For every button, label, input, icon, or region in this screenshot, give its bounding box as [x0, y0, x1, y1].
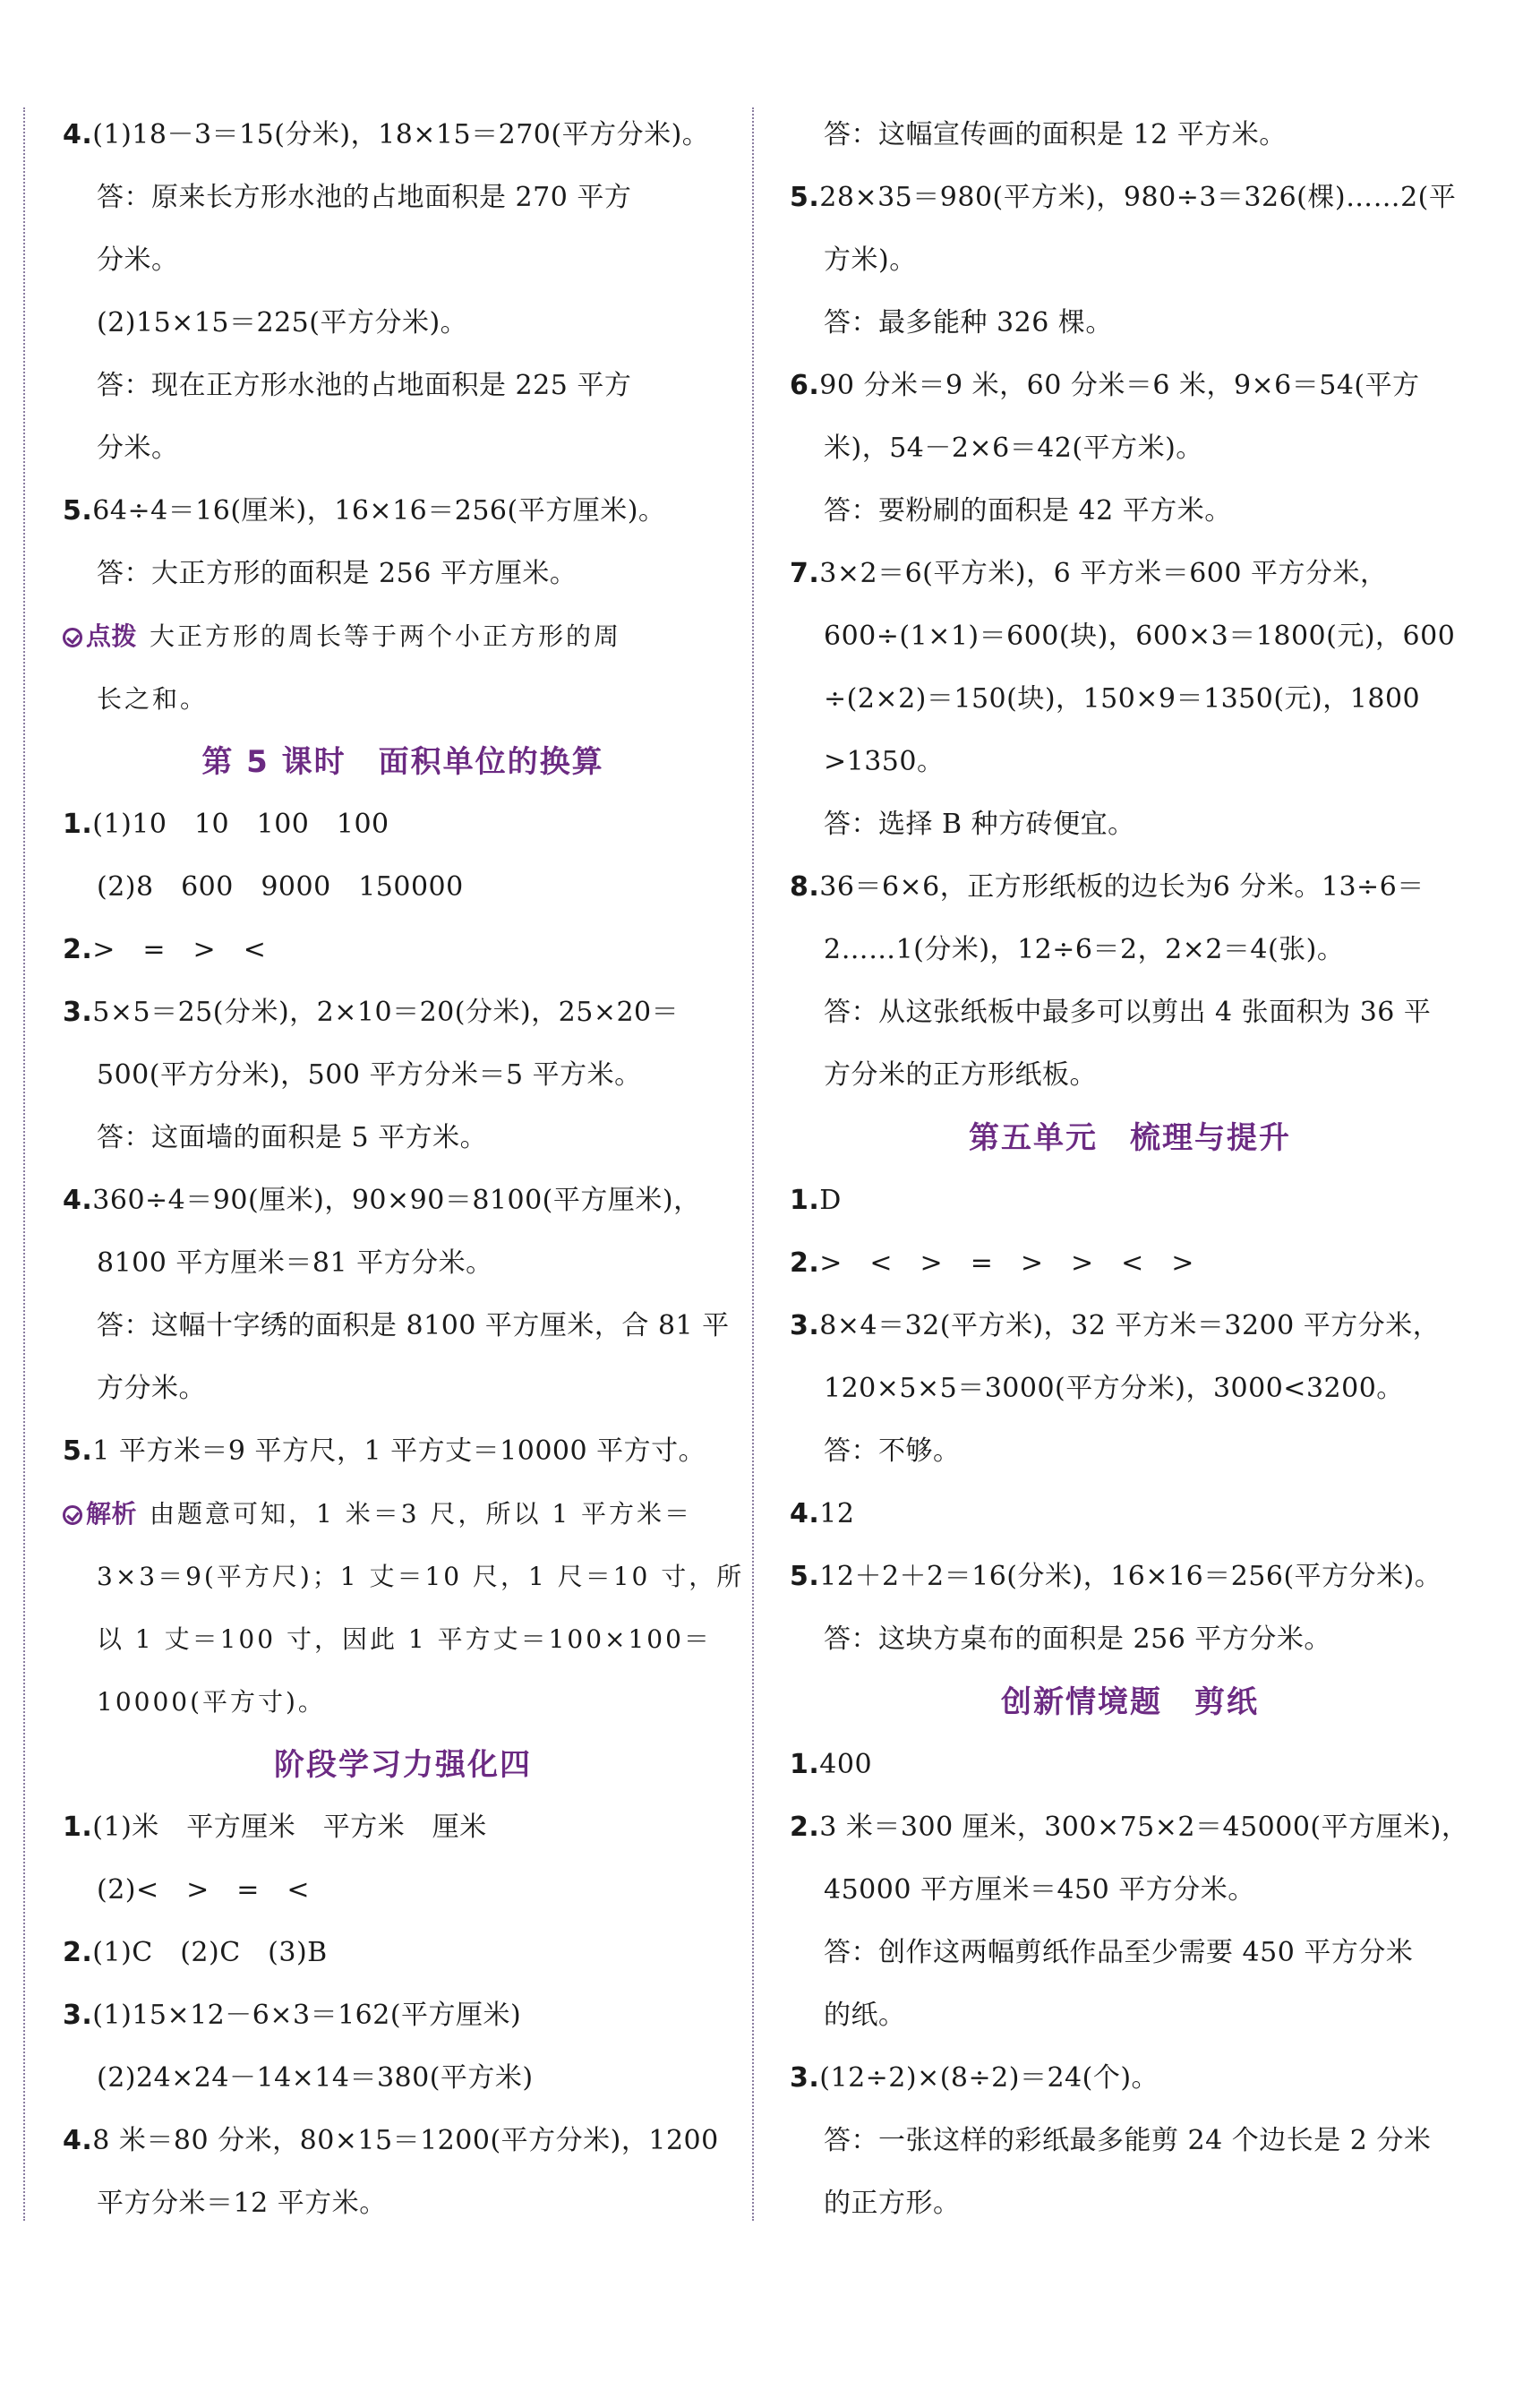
question-number: 5.: [63, 495, 93, 527]
analysis-label: [63, 1483, 137, 1546]
answer-line: [63, 919, 743, 981]
answer-line: (2)< > = <: [97, 1874, 311, 1906]
analysis-line: [63, 1483, 743, 1546]
answer-line: 500(平方分米)，500 平方分米＝5 平方米。: [97, 1059, 642, 1091]
answer-line: 分米。: [97, 244, 179, 276]
answer-text: 36＝6×6，正方形纸板的边长为6 分米。13÷6＝: [819, 871, 1424, 903]
question-number: 4.: [63, 1185, 93, 1216]
answer-line: 答：创作这两幅剪纸作品至少需要 450 平方分米: [824, 1937, 1414, 1968]
answer-line: [63, 1922, 743, 1984]
question-number: 2.: [63, 1937, 93, 1968]
answer-text: 5×5＝25(分米)，2×10＝20(分米)，25×20＝: [92, 997, 680, 1028]
tip-label: [63, 605, 137, 668]
answer-line: [790, 856, 1470, 919]
question-number: 3.: [63, 997, 93, 1028]
question-number: 5.: [63, 1435, 93, 1467]
check-circle-icon: [63, 628, 82, 647]
answer-line: 答：现在正方形水池的占地面积是 225 平方: [97, 370, 632, 401]
answer-text: 90 分米＝9 米，60 分米＝6 米，9×6＝54(平方: [819, 370, 1420, 401]
check-circle-icon: [63, 1505, 82, 1525]
answer-line: 答：最多能种 326 棵。: [824, 307, 1113, 338]
answer-line: [63, 793, 743, 856]
question-number: 4.: [63, 119, 93, 150]
left-margin-rule: [23, 107, 25, 2221]
answer-line: [63, 981, 743, 1044]
answer-line: [790, 2047, 1470, 2110]
section-heading: 创新情境题 剪纸: [1001, 1684, 1259, 1720]
tip-text: 大正方形的周长等于两个小正方形的周: [150, 621, 622, 651]
question-number: 3.: [790, 2062, 820, 2094]
answer-line: [63, 1169, 743, 1232]
answer-line: 米)，54－2×6＝42(平方米)。: [824, 433, 1203, 464]
answer-text: 12＋2＋2＝16(分米)，16×16＝256(平方分米)。: [819, 1561, 1442, 1592]
answer-line: 答：不够。: [824, 1435, 961, 1467]
answer-text: 360÷4＝90(厘米)，90×90＝8100(平方厘米)，: [92, 1185, 701, 1216]
answer-text: 1 平方米＝9 平方尺，1 平方丈＝10000 平方寸。: [92, 1435, 706, 1467]
answer-line: 600÷(1×1)＝600(块)，600×3＝1800(元)，600: [824, 621, 1456, 652]
answer-text: (12÷2)×(8÷2)＝24(个)。: [819, 2062, 1159, 2094]
tip-line: [63, 605, 743, 668]
answer-line: [790, 543, 1470, 605]
answer-line: [790, 1169, 1470, 1232]
answer-text: (1)10 10 100 100: [92, 809, 389, 840]
answer-line: 45000 平方厘米＝450 平方分米。: [824, 1874, 1255, 1906]
answer-text: 8×4＝32(平方米)，32 平方米＝3200 平方分米，: [819, 1310, 1441, 1341]
column-divider: [752, 107, 754, 2221]
analysis-text: 由题意可知，1 米＝3 尺，所以 1 平方米＝: [150, 1499, 693, 1529]
answer-line: 方米)。: [824, 244, 917, 276]
answer-line: [63, 480, 743, 543]
answer-line: >1350。: [824, 746, 945, 777]
answer-text: > < > = > > < >: [819, 1247, 1194, 1279]
answer-line: 答：这幅十字绣的面积是 8100 平方厘米，合 81 平: [97, 1310, 730, 1341]
question-number: 1.: [63, 809, 93, 840]
answer-text: 3 米＝300 厘米，300×75×2＝45000(平方厘米)，: [819, 1812, 1469, 1843]
answer-text: (1)米 平方厘米 平方米 厘米: [92, 1812, 487, 1843]
answer-line: [790, 1796, 1470, 1859]
answer-line: [63, 1984, 743, 2047]
answer-line: [63, 1420, 743, 1483]
answer-line: 8100 平方厘米＝81 平方分米。: [97, 1247, 493, 1279]
question-number: 5.: [790, 182, 820, 213]
question-number: 8.: [790, 871, 820, 903]
answer-text: (1)C (2)C (3)B: [92, 1937, 328, 1968]
answer-line: (2)8 600 9000 150000: [97, 871, 464, 903]
answer-text: 12: [819, 1498, 855, 1529]
answer-line: 分米。: [97, 433, 179, 464]
answer-line: [790, 167, 1470, 229]
question-number: 4.: [790, 1498, 820, 1529]
answer-line: 答：这幅宣传画的面积是 12 平方米。: [824, 119, 1287, 150]
answer-line: [790, 1546, 1470, 1608]
question-number: 5.: [790, 1561, 820, 1592]
answer-text: (1)18－3＝15(分米)，18×15＝270(平方分米)。: [92, 119, 710, 150]
answer-text: 64÷4＝16(厘米)，16×16＝256(平方厘米)。: [92, 495, 666, 527]
answer-line: [790, 1232, 1470, 1295]
answer-line: [790, 1295, 1470, 1358]
question-number: 3.: [790, 1310, 820, 1341]
answer-line: 平方分米＝12 平方米。: [97, 2188, 387, 2219]
answer-line: 方分米。: [97, 1373, 206, 1404]
answer-line: [790, 1734, 1470, 1796]
question-number: 1.: [63, 1812, 93, 1843]
answer-line: 答：这面墙的面积是 5 平方米。: [97, 1122, 488, 1153]
question-number: 2.: [63, 934, 93, 965]
tip-line: 长之和。: [97, 684, 209, 714]
question-number: 1.: [790, 1185, 820, 1216]
question-number: 1.: [790, 1749, 820, 1780]
question-number: 3.: [63, 2000, 93, 2031]
section-heading: 第五单元 梳理与提升: [969, 1120, 1291, 1156]
answer-line: [63, 104, 743, 167]
answer-text: 400: [819, 1749, 873, 1780]
question-number: 2.: [790, 1812, 820, 1843]
answer-line: 的正方形。: [824, 2188, 961, 2219]
answer-line: 答：大正方形的面积是 256 平方厘米。: [97, 558, 578, 589]
answer-line: 方分米的正方形纸板。: [824, 1059, 1097, 1091]
answer-line: 的纸。: [824, 2000, 906, 2031]
analysis-label-text: 解析: [86, 1499, 138, 1529]
answer-line: 答：从这张纸板中最多可以剪出 4 张面积为 36 平: [824, 997, 1432, 1028]
left-column: [63, 104, 743, 2235]
answer-text: 28×35＝980(平方米)，980÷3＝326(棵)……2(平: [819, 182, 1457, 213]
answer-line: (2)15×15＝225(平方分米)。: [97, 307, 468, 338]
answer-line: 答：选择 B 种方砖便宜。: [824, 809, 1135, 840]
analysis-line: 3×3＝9(平方尺)；1 丈＝10 尺，1 尺＝10 寸，所: [97, 1562, 745, 1591]
answer-line: 120×5×5＝3000(平方分米)，3000<3200。: [824, 1373, 1404, 1404]
answer-line: 答：这块方桌布的面积是 256 平方分米。: [824, 1623, 1331, 1655]
answer-line: 2……1(分米)，12÷6＝2，2×2＝4(张)。: [824, 934, 1345, 965]
answer-line: (2)24×24－14×14＝380(平方米): [97, 2062, 534, 2094]
answer-line: [63, 1796, 743, 1859]
right-column: [790, 104, 1470, 2235]
section-heading: 阶段学习力强化四: [274, 1747, 532, 1783]
answer-text: 8 米＝80 分米，80×15＝1200(平方分米)，1200: [92, 2125, 719, 2156]
analysis-line: 10000(平方寸)。: [97, 1687, 326, 1717]
answer-line: ÷(2×2)＝150(块)，150×9＝1350(元)，1800: [824, 683, 1421, 715]
answer-line: [790, 1483, 1470, 1546]
section-heading: 第 5 课时 面积单位的换算: [201, 744, 604, 780]
answer-text: (1)15×12－6×3＝162(平方厘米): [92, 2000, 522, 2031]
answer-line: [790, 355, 1470, 417]
tip-label-text: 点拨: [86, 621, 138, 651]
analysis-line: 以 1 丈＝100 寸，因此 1 平方丈＝100×100＝: [97, 1624, 712, 1654]
answer-text: > = > <: [92, 934, 267, 965]
answer-line: 答：一张这样的彩纸最多能剪 24 个边长是 2 分米: [824, 2125, 1432, 2156]
question-number: 6.: [790, 370, 820, 401]
question-number: 4.: [63, 2125, 93, 2156]
answer-line: 答：原来长方形水池的占地面积是 270 平方: [97, 182, 632, 213]
answer-line: [63, 2110, 743, 2172]
answer-line: 答：要粉刷的面积是 42 平方米。: [824, 495, 1232, 527]
question-number: 7.: [790, 558, 820, 589]
answer-text: D: [819, 1185, 842, 1216]
question-number: 2.: [790, 1247, 820, 1279]
answer-text: 3×2＝6(平方米)，6 平方米＝600 平方分米，: [819, 558, 1388, 589]
